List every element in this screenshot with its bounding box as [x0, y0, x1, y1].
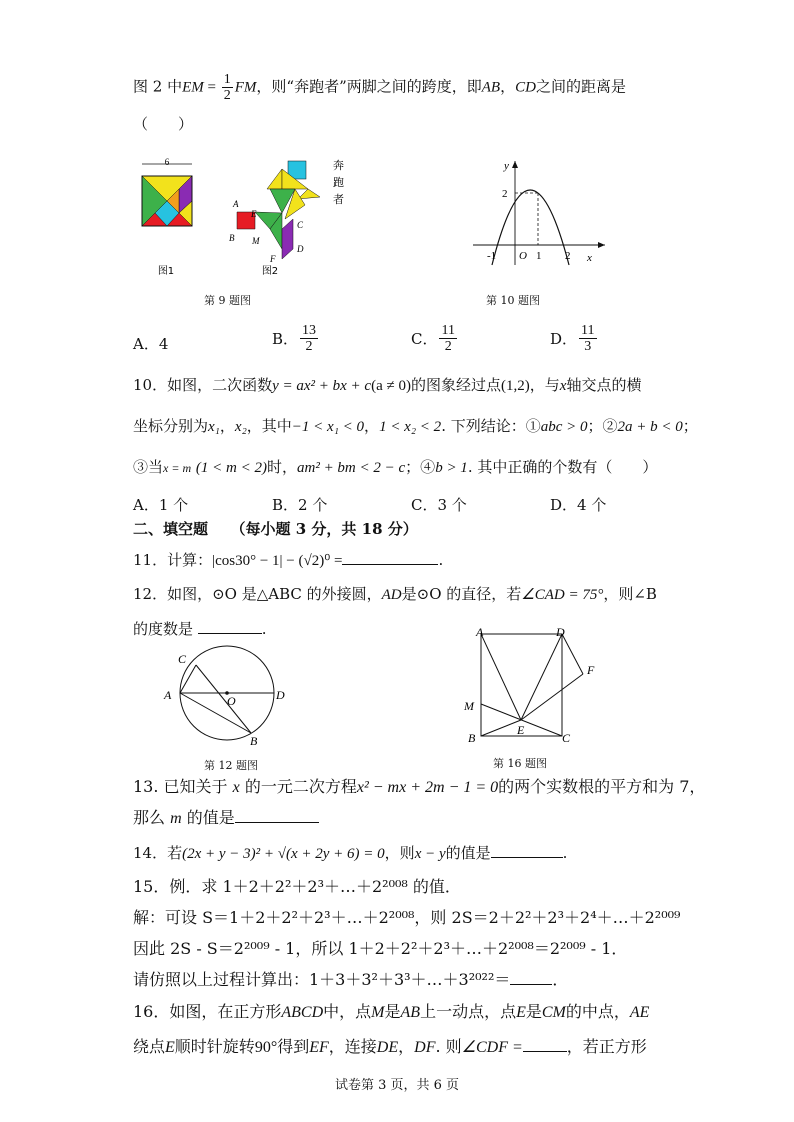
- q13-line-2: 那么 m 的值是: [133, 808, 319, 829]
- label-M: M: [252, 236, 260, 246]
- q10-line-2: 坐标分别为x₁，x₂，其中−1 < x₁ < 0，1 < x₂ < 2. 下列结论：①abc > 0；②2a + b < 0；: [133, 417, 698, 435]
- runner-char-2: 跑: [333, 176, 344, 189]
- q9-answer-paren: （ ）: [133, 115, 194, 133]
- section-2-heading: 二、填空题 （每小题 3 分，共 18 分）: [133, 520, 418, 538]
- fig16-label-B: B: [468, 731, 476, 745]
- fig12-label-A: A: [164, 688, 172, 702]
- runner-char-3: 者: [333, 193, 344, 206]
- fig12-label-C: C: [178, 652, 187, 666]
- q14-line: 14．若(2x + y − 3)² + √(x + 2y + 6) = 0，则x − y的值是 .: [133, 844, 568, 862]
- fig16-caption: 第 16 题图: [493, 757, 547, 770]
- q15-line-3: 因此 2S - S＝2²⁰⁰⁹ - 1，所以 1＋2＋2²＋2³＋…＋2²⁰⁰⁸＝2²⁰⁰⁹ - 1．: [133, 939, 628, 958]
- q10-option-d: D．4 个: [550, 496, 607, 514]
- fig16-label-A: A: [476, 625, 484, 639]
- q14-answer-blank: [491, 857, 563, 858]
- fig16-label-E: E: [517, 723, 525, 737]
- fig16-label-M: M: [464, 699, 474, 713]
- q12-line-1: 12．如图，⊙O 是△ABC 的外接圆，AD是⊙O 的直径，若∠CAD = 75°，则∠B: [133, 585, 657, 603]
- fig9-caption: 第 9 题图: [204, 294, 251, 307]
- fig16-label-D: D: [556, 625, 565, 639]
- page-footer: 试卷第 3 页，共 6 页: [334, 1078, 460, 1093]
- figure-12: [158, 645, 298, 750]
- fig2-label: 图2: [261, 266, 279, 277]
- q13-answer-blank: [235, 822, 319, 823]
- label-C: C: [297, 220, 304, 230]
- label-B: B: [229, 233, 235, 243]
- q9-intro-line: 图 2 中EM = $\frac{1}{2}$ FM，则“奔跑者”两脚之间的跨度，即AB，CD之间的距离是: [133, 72, 626, 103]
- fig12-label-D: D: [276, 688, 285, 702]
- figure-9: [130, 155, 360, 285]
- x-tick-2: 2: [565, 250, 571, 262]
- label-E: E: [251, 209, 257, 219]
- q11-answer-blank: [342, 564, 438, 565]
- fig12-label-B: B: [250, 734, 258, 748]
- fig12-caption: 第 12 题图: [204, 759, 258, 772]
- y-tick-2: 2: [502, 188, 508, 200]
- runner-char-1: 奔: [333, 159, 344, 172]
- q10-option-b: B．2 个: [272, 496, 328, 514]
- label-F: F: [270, 254, 276, 264]
- q9-option-d: D． $\frac{11}{3}$: [550, 323, 595, 354]
- q13-line-1: 13. 已知关于 x 的一元二次方程x² − mx + 2m − 1 = 0的两个实数根的平方和为 7，: [133, 777, 706, 796]
- fig16-label-F: F: [587, 663, 595, 677]
- label-D: D: [297, 244, 304, 254]
- q16-answer-blank: [523, 1051, 567, 1052]
- figure-10: [465, 155, 615, 275]
- fig10-caption: 第 10 题图: [486, 294, 540, 307]
- q10-line-1: 10．如图，二次函数y = ax² + bx + c(a ≠ 0)的图象经过点(1,2)，与x轴交点的横: [133, 376, 642, 394]
- fig16-label-C: C: [562, 731, 571, 745]
- q15-answer-blank: [510, 984, 552, 985]
- figure-16: [460, 622, 610, 747]
- x-axis-label: x: [587, 252, 592, 264]
- x-tick-1: 1: [536, 250, 542, 262]
- label-A: A: [233, 199, 239, 209]
- origin-label: O: [519, 250, 527, 262]
- q10-line-3: ③当x = m (1 < m < 2)时，am² + bm < 2 − c；④b > 1. 其中正确的个数有（ ）: [133, 458, 658, 476]
- q11-line: 11．计算：|cos30° − 1| − (√2)⁰ = .: [133, 551, 444, 569]
- q10-option-a: A．1 个: [133, 496, 189, 514]
- q10-option-c: C．3 个: [411, 496, 467, 514]
- fig1-label: 图1: [157, 266, 175, 277]
- y-axis-label: y: [504, 160, 509, 172]
- runner-figure: [229, 161, 320, 277]
- q12-line-2: 的度数是 .: [133, 620, 267, 638]
- q15-line-2: 解：可设 S＝1＋2＋2²＋2³＋…＋2²⁰⁰⁸，则 2S＝2＋2²＋2³＋2⁴＋…＋2²⁰⁰⁹: [133, 908, 681, 927]
- q16-line-2: 绕点E顺时针旋转90°得到EF，连接DE，DF. 则∠CDF = ，若正方形: [133, 1037, 647, 1056]
- tangram-square: [142, 157, 192, 277]
- fig12-label-O: O: [227, 694, 236, 708]
- q15-line-4: 请仿照以上过程计算出：1＋3＋3²＋3³＋…＋3²⁰²²＝ ．: [133, 970, 569, 989]
- side-length-label: 6: [164, 157, 170, 167]
- q9-option-a: A．4: [133, 335, 169, 353]
- half-fraction: $\frac{1}{2}$: [223, 72, 231, 103]
- x-tick-neg1: -1: [487, 250, 497, 262]
- q16-line-1: 16．如图，在正方形ABCD中，点M是AB上一动点，点E是CM的中点，AE: [133, 1002, 650, 1021]
- q12-answer-blank: [198, 633, 262, 634]
- q15-line-1: 15．例．求 1＋2＋2²＋2³＋…＋2²⁰⁰⁸ 的值．: [133, 877, 461, 896]
- q9-option-b: B． $\frac{13}{2}$: [272, 323, 317, 354]
- q9-option-c: C． $\frac{11}{2}$: [411, 323, 455, 354]
